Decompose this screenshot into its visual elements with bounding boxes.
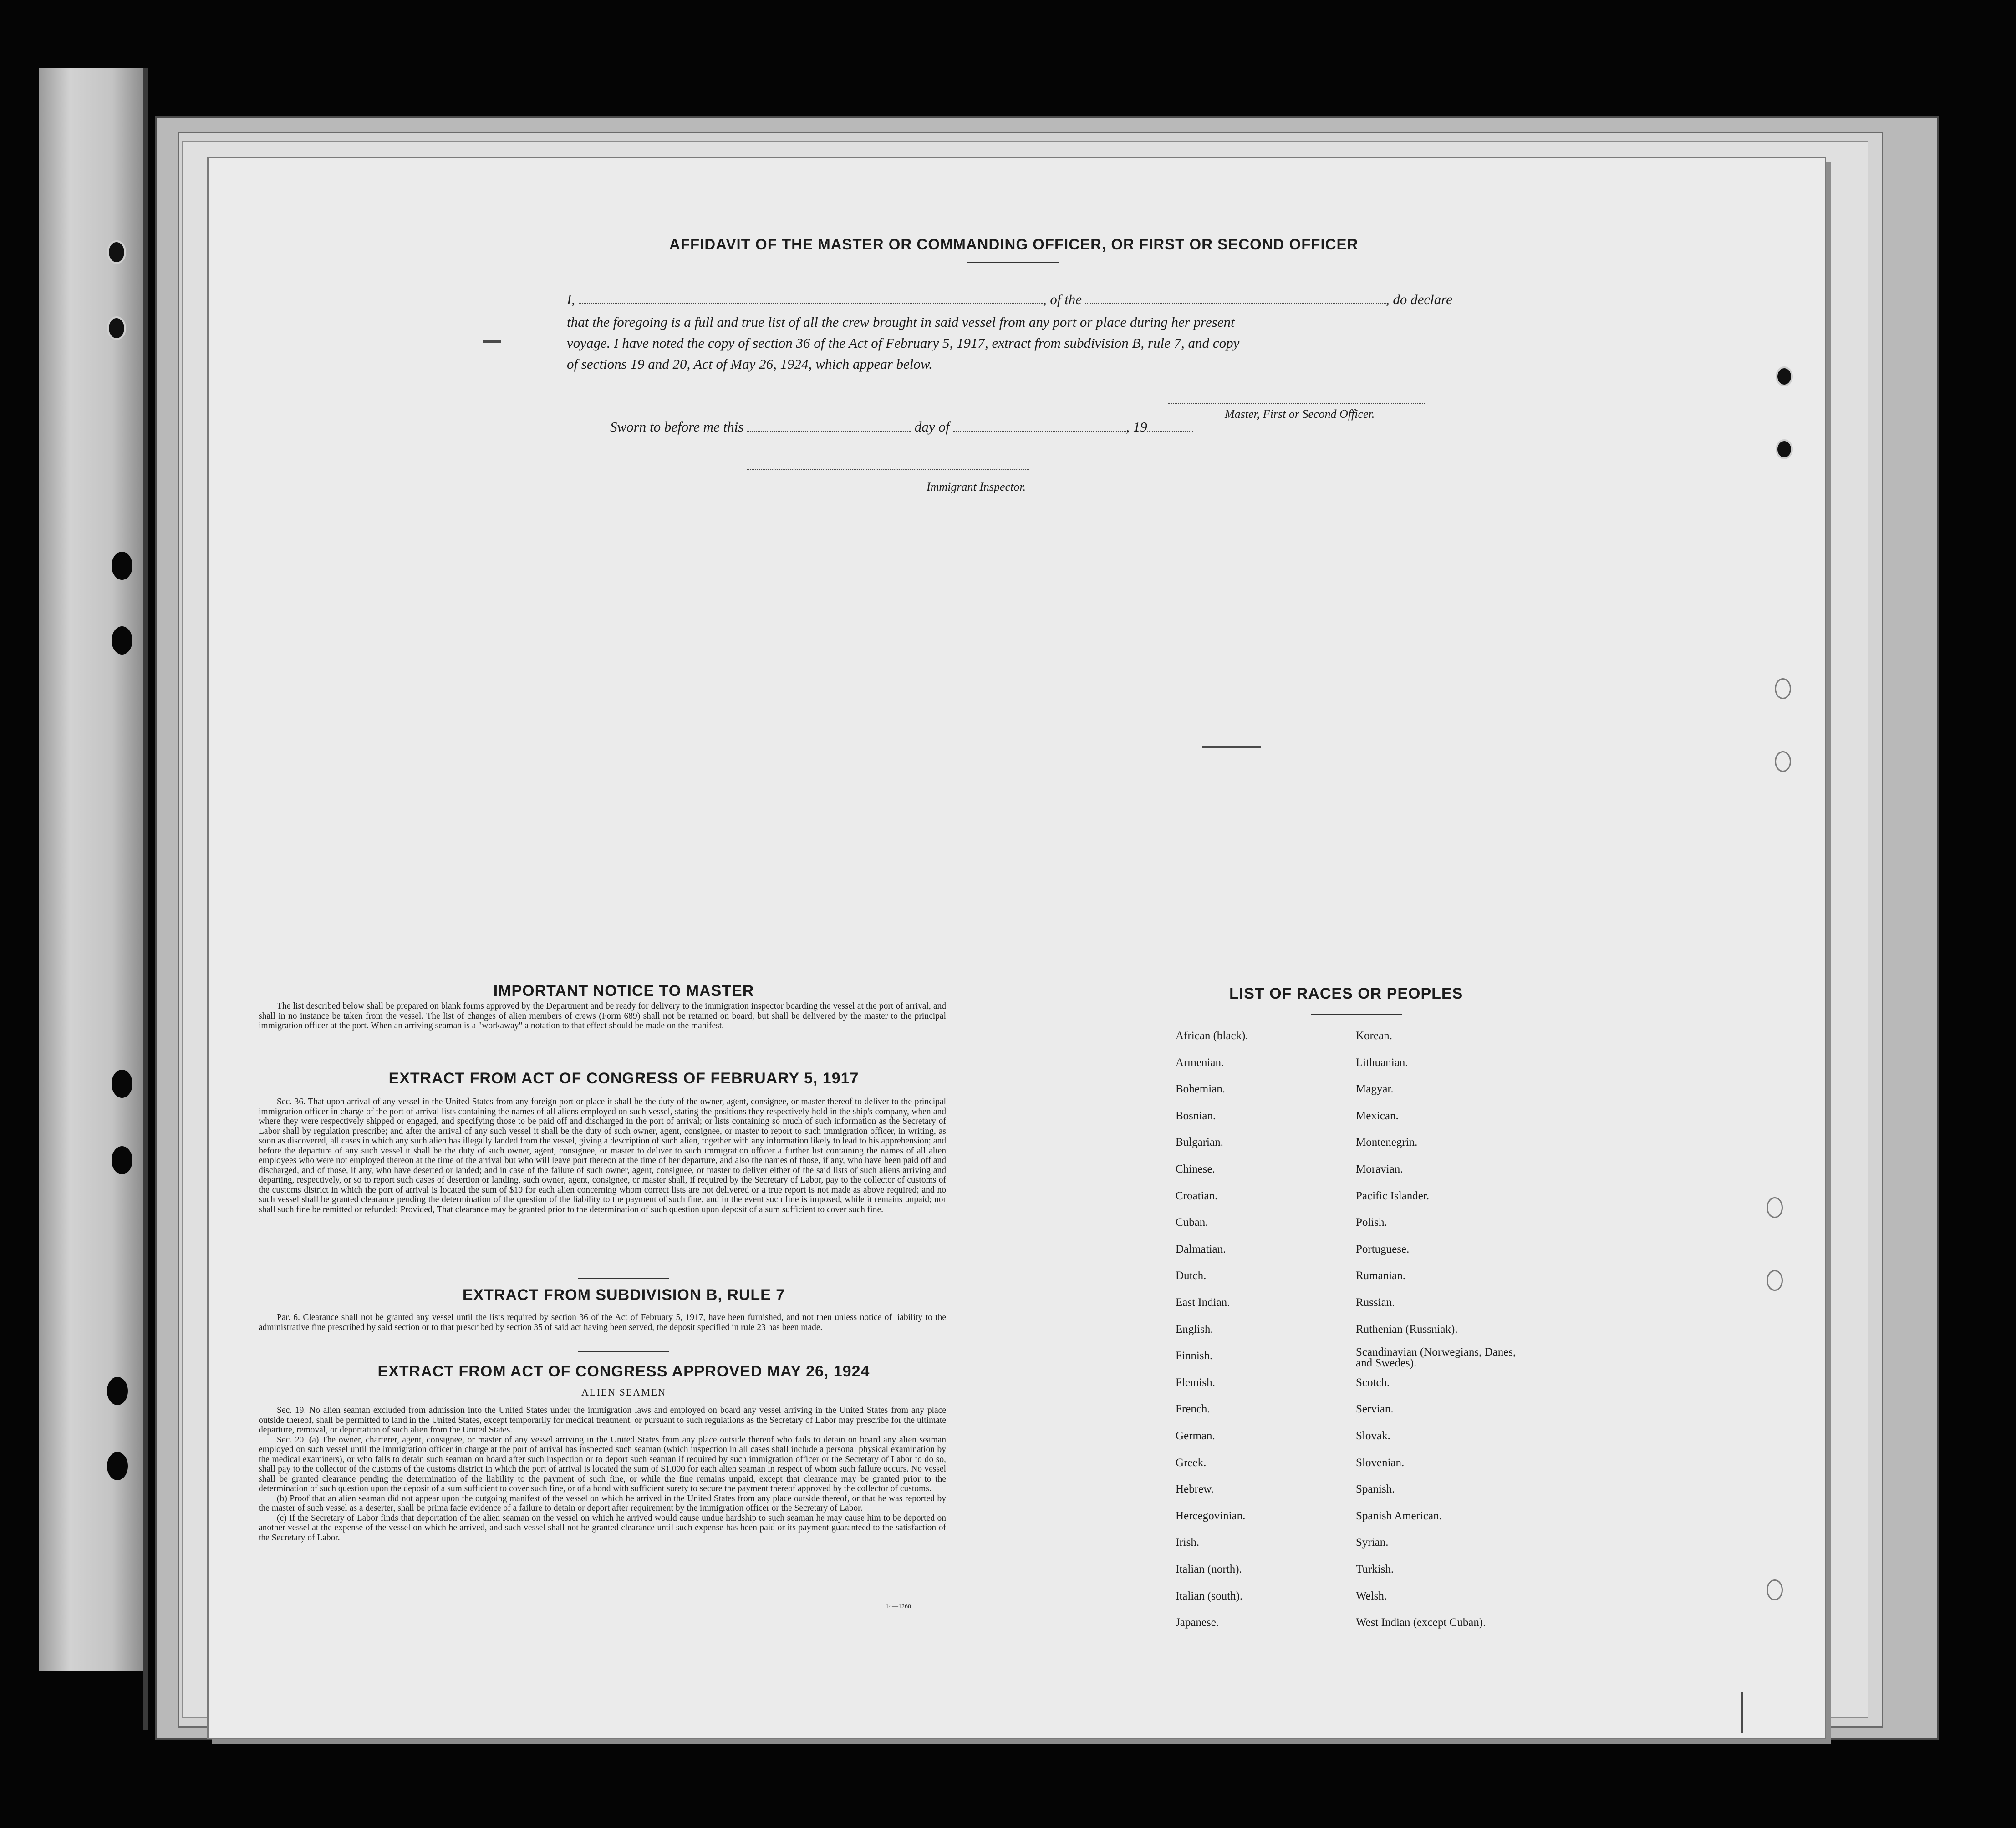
- race-item: Japanese.: [1176, 1616, 1219, 1629]
- sworn-month-blank[interactable]: [953, 421, 1126, 432]
- alien-seamen-subtitle: ALIEN SEAMEN: [581, 1386, 666, 1398]
- affidavit-declare: , do declare: [1385, 291, 1452, 307]
- paragraph-6: Par. 6. Clearance shall not be granted any vessel until the lists required by section 36 of the Act of February 5, 1917, have been furnished, and not then unless notice of liability to the administrative fine prescribed by said section or to that prescribed by section 35 of said act having been served, the deposit specified in rule 23 has been made.: [259, 1313, 946, 1332]
- race-item: Ruthenian (Russniak).: [1356, 1323, 1458, 1335]
- race-item: German.: [1176, 1430, 1215, 1442]
- master-signature-label: Master, First or Second Officer.: [1225, 407, 1375, 421]
- sworn-text: Sworn to before me this: [610, 419, 744, 435]
- notice-text: [259, 1001, 946, 1031]
- race-item: Mexican.: [1356, 1110, 1399, 1122]
- section-20c-paragraph: (c) If the Secretary of Labor finds that deportation of the alien seaman on the vessel on which he arrived would cause undue hardship to such seaman he may cause him to be deported on another vessel at the expense of the vessel on which he arrived, and such vessel shall not be granted clearance until such expense has been paid or its payment guaranteed to the satisfaction of the Secretary of Labor.: [259, 1513, 946, 1543]
- race-item: Magyar.: [1356, 1083, 1394, 1095]
- binder-hole: [112, 1146, 132, 1174]
- race-item: Irish.: [1176, 1536, 1200, 1549]
- binder-strip: [39, 68, 143, 1671]
- binder-hole: [107, 240, 126, 264]
- race-item: Polish.: [1356, 1216, 1387, 1229]
- race-item: Spanish.: [1356, 1483, 1395, 1495]
- race-item: Slovenian.: [1356, 1457, 1405, 1469]
- sworn-line: [610, 419, 1521, 435]
- race-item: Cuban.: [1176, 1216, 1208, 1229]
- race-item: Bulgarian.: [1176, 1136, 1223, 1148]
- extract-rule7-text: [259, 1313, 946, 1332]
- section-20a-paragraph: Sec. 20. (a) The owner, charterer, agent, consignee, or master of any vessel arriving in the United States from any place outside thereof who fails to detain on board any alien seaman employed on such vessel until the immigration officer in charge at the port of arrival has inspected such seaman (which inspection in all cases shall include a personal physical examination by the medical examiners), or who fails to detain such seaman on board after such inspection or to deport such seaman if required by such immigration officer or the Secretary of Labor to do so, shall pay to the collector of the customs of the customs district in which the port of arrival is located the sum of $1,000 for each alien seaman in respect of whom such failure occurs. No vessel shall be granted clearance pending the determination of the liability to the payment of such fine, or while the fine remains unpaid, except that clearance may be granted prior to the determination of such question upon the deposit of a sum sufficient to cover such fine, or of a bond with sufficient surety to secure the payment thereof approved by the collector of customs.: [259, 1435, 946, 1493]
- race-item: Welsh.: [1356, 1590, 1387, 1602]
- notice-title: IMPORTANT NOTICE TO MASTER: [493, 982, 754, 1000]
- race-item: Chinese.: [1176, 1163, 1215, 1175]
- affidavit-line-4: of sections 19 and 20, Act of May 26, 1924, which appear below.: [567, 356, 933, 372]
- race-item: Greek.: [1176, 1457, 1207, 1469]
- ghost-hole: [1775, 751, 1791, 772]
- affidavit-of-the: , of the: [1043, 291, 1082, 307]
- race-item: Hebrew.: [1176, 1483, 1214, 1495]
- affidavit-line-1: [567, 291, 1477, 308]
- race-item: Syrian.: [1356, 1536, 1389, 1549]
- section-rule: [578, 1278, 669, 1279]
- day-of-text: day of: [914, 419, 950, 435]
- year-prefix: , 19: [1126, 419, 1147, 435]
- binder-hole: [112, 1070, 132, 1098]
- year-blank[interactable]: [1147, 421, 1193, 432]
- races-rule: [1311, 1014, 1402, 1015]
- race-item: Turkish.: [1356, 1563, 1394, 1575]
- ghost-hole: [1775, 678, 1791, 699]
- race-item: Italian (north).: [1176, 1563, 1242, 1575]
- name-blank[interactable]: [579, 293, 1043, 304]
- race-item: Spanish American.: [1356, 1510, 1442, 1522]
- form-number: 14—1260: [886, 1603, 911, 1610]
- race-item: Russian.: [1356, 1296, 1395, 1309]
- page-hole: [1776, 366, 1793, 386]
- binder-hole: [107, 1452, 128, 1480]
- scan-mark: [1202, 746, 1261, 748]
- extract-1917-text: [259, 1097, 946, 1214]
- section-20b-paragraph: (b) Proof that an alien seaman did not appear upon the outgoing manifest of the vessel on which he arrived in the United States from any place outside thereof, or that he was reported by the master of such vessel as a deserter, shall be prima facie evidence of a failure to detain or deport after requirement by the immigration officer or the Secretary of Labor.: [259, 1493, 946, 1513]
- section-36-paragraph: Sec. 36. That upon arrival of any vessel in the United States from any foreign port or place it shall be the duty of the owner, agent, consignee, or master thereof to deliver to the principal immigration officer in charge of the port of arrival lists containing the names of all aliens employed on such vessel, stating the positions they respectively hold in the ship's company, when and where they were respectively shipped or engaged, and specifying those to be paid off and discharged in the port of arrival; or lists containing so much of such information as the Secretary of Labor shall by regulation prescribe; and after the arrival of any such vessel it shall be the duty of such owner, agent, consignee, or master to report to such immigration officer, in writing, as soon as discovered, all cases in which any such alien has illegally landed from the vessel, giving a description of such alien, together with any information likely to lead to his apprehension; and before the departure of any such vessel it shall be the duty of such owner, agent, consignee, or master to deliver to such immigration officer a further list containing the names of all alien employees who were not employed thereon at the time of the arrival but who will leave port thereon at the time of her departure, and also the names of those, if any, who have been paid off and discharged, and of those, if any, who have deserted or landed; and in case of the failure of such owner, agent, consignee, or master to deliver either of the said lists of such aliens arriving and departing, respectively, or so to report such cases of desertion or landing, such owner, agent, consignee, or master shall, if required by the Secretary of Labor, pay to the collector of customs of the customs district in which the port of arrival is located the sum of $10 for each alien concerning whom correct lists are not delivered or a true report is not made as above required; and no such vessel shall be granted clearance pending the determination of the question of the liability to the payment of such fine, and in the event such fine is imposed, while it remains unpaid; nor shall such fine be remitted or refunded: Provided, That clearance may be granted prior to the determination of such question upon deposit of a sum sufficient to cover such fine.: [259, 1097, 946, 1214]
- race-item: Lithuanian.: [1356, 1056, 1408, 1069]
- race-item: Korean.: [1356, 1030, 1392, 1042]
- race-item: Dutch.: [1176, 1269, 1207, 1282]
- race-item: Finnish.: [1176, 1350, 1213, 1362]
- race-item: Bosnian.: [1176, 1110, 1216, 1122]
- inspector-signature-label: Immigrant Inspector.: [927, 480, 1026, 493]
- race-item: Pacific Islander.: [1356, 1190, 1430, 1202]
- race-item: French.: [1176, 1403, 1210, 1415]
- race-item: Moravian.: [1356, 1163, 1403, 1175]
- binder-hole: [112, 552, 132, 580]
- notice-paragraph: The list described below shall be prepared on blank forms approved by the Department and be ready for delivery to the immigration inspector boarding the vessel at the port of arrival, and shall in no instance be taken from the vessel. The list of changes of alien members of crews (Form 689) shall not be retained on board, but shall be delivered by the master to the principal immigration officer at the port. When an arriving seaman is a "workaway" a notation to that effect should be made on the manifest.: [259, 1001, 946, 1031]
- scan-mark: [1741, 1692, 1743, 1733]
- affidavit-line-2: that the foregoing is a full and true list of all the crew brought in said vessel from any port or place during her present: [567, 314, 1235, 330]
- page-hole: [1776, 439, 1793, 459]
- sworn-day-blank[interactable]: [747, 421, 911, 432]
- race-item: Scotch.: [1356, 1376, 1390, 1389]
- inspector-signature-line[interactable]: [747, 469, 1029, 470]
- race-item: Armenian.: [1176, 1056, 1224, 1069]
- extract-1924-title: EXTRACT FROM ACT OF CONGRESS APPROVED MAY 26, 1924: [377, 1363, 870, 1380]
- ghost-hole: [1767, 1579, 1783, 1600]
- vessel-blank[interactable]: [1085, 293, 1386, 304]
- race-item: English.: [1176, 1323, 1213, 1335]
- extract-1924-text: [259, 1406, 946, 1543]
- race-item: Hercegovinian.: [1176, 1510, 1246, 1522]
- affidavit-line-3: voyage. I have noted the copy of section 36 of the Act of February 5, 1917, extract from subdivision B, rule 7, and copy: [567, 335, 1240, 351]
- race-item: Bohemian.: [1176, 1083, 1226, 1095]
- binder-hole: [107, 1377, 128, 1405]
- race-item: Slovak.: [1356, 1430, 1390, 1442]
- race-item: Flemish.: [1176, 1376, 1215, 1389]
- binder-hole: [112, 626, 132, 655]
- affidavit-i: I,: [567, 291, 575, 307]
- title-rule: [967, 262, 1059, 263]
- race-item: Croatian.: [1176, 1190, 1218, 1202]
- extract-1917-title: EXTRACT FROM ACT OF CONGRESS OF FEBRUARY 5, 1917: [388, 1070, 859, 1087]
- race-item: African (black).: [1176, 1030, 1248, 1042]
- race-item: Italian (south).: [1176, 1590, 1243, 1602]
- scan-mark: [483, 340, 501, 343]
- ghost-hole: [1767, 1197, 1783, 1218]
- ghost-hole: [1767, 1270, 1783, 1291]
- section-rule: [578, 1351, 669, 1352]
- race-item: Scandinavian (Norwegians, Danes, and Swedes).: [1356, 1346, 1516, 1369]
- race-item: East Indian.: [1176, 1296, 1230, 1309]
- race-item: Dalmatian.: [1176, 1243, 1226, 1255]
- binder-hole: [107, 316, 126, 340]
- race-item: Servian.: [1356, 1403, 1394, 1415]
- master-signature-line[interactable]: [1168, 403, 1425, 404]
- race-item: Portuguese.: [1356, 1243, 1410, 1255]
- race-item: West Indian (except Cuban).: [1356, 1616, 1486, 1629]
- section-19-paragraph: Sec. 19. No alien seaman excluded from admission into the United States under the immigration laws and employed on board any vessel arriving in the United States from any place outside thereof, shall be permitted to land in the United States, except temporarily for medical treatment, or pursuant to such regulations as the Secretary of Labor may prescribe for the ultimate departure, removal, or deportation of such alien from the United States.: [259, 1406, 946, 1435]
- race-item: Montenegrin.: [1356, 1136, 1418, 1148]
- race-item: Rumanian.: [1356, 1269, 1406, 1282]
- extract-rule7-title: EXTRACT FROM SUBDIVISION B, RULE 7: [462, 1286, 785, 1304]
- races-title: LIST OF RACES OR PEOPLES: [1229, 985, 1463, 1002]
- affidavit-title: AFFIDAVIT OF THE MASTER OR COMMANDING OFFICER, OR FIRST OR SECOND OFFICER: [669, 236, 1359, 253]
- binder-edge: [143, 68, 148, 1730]
